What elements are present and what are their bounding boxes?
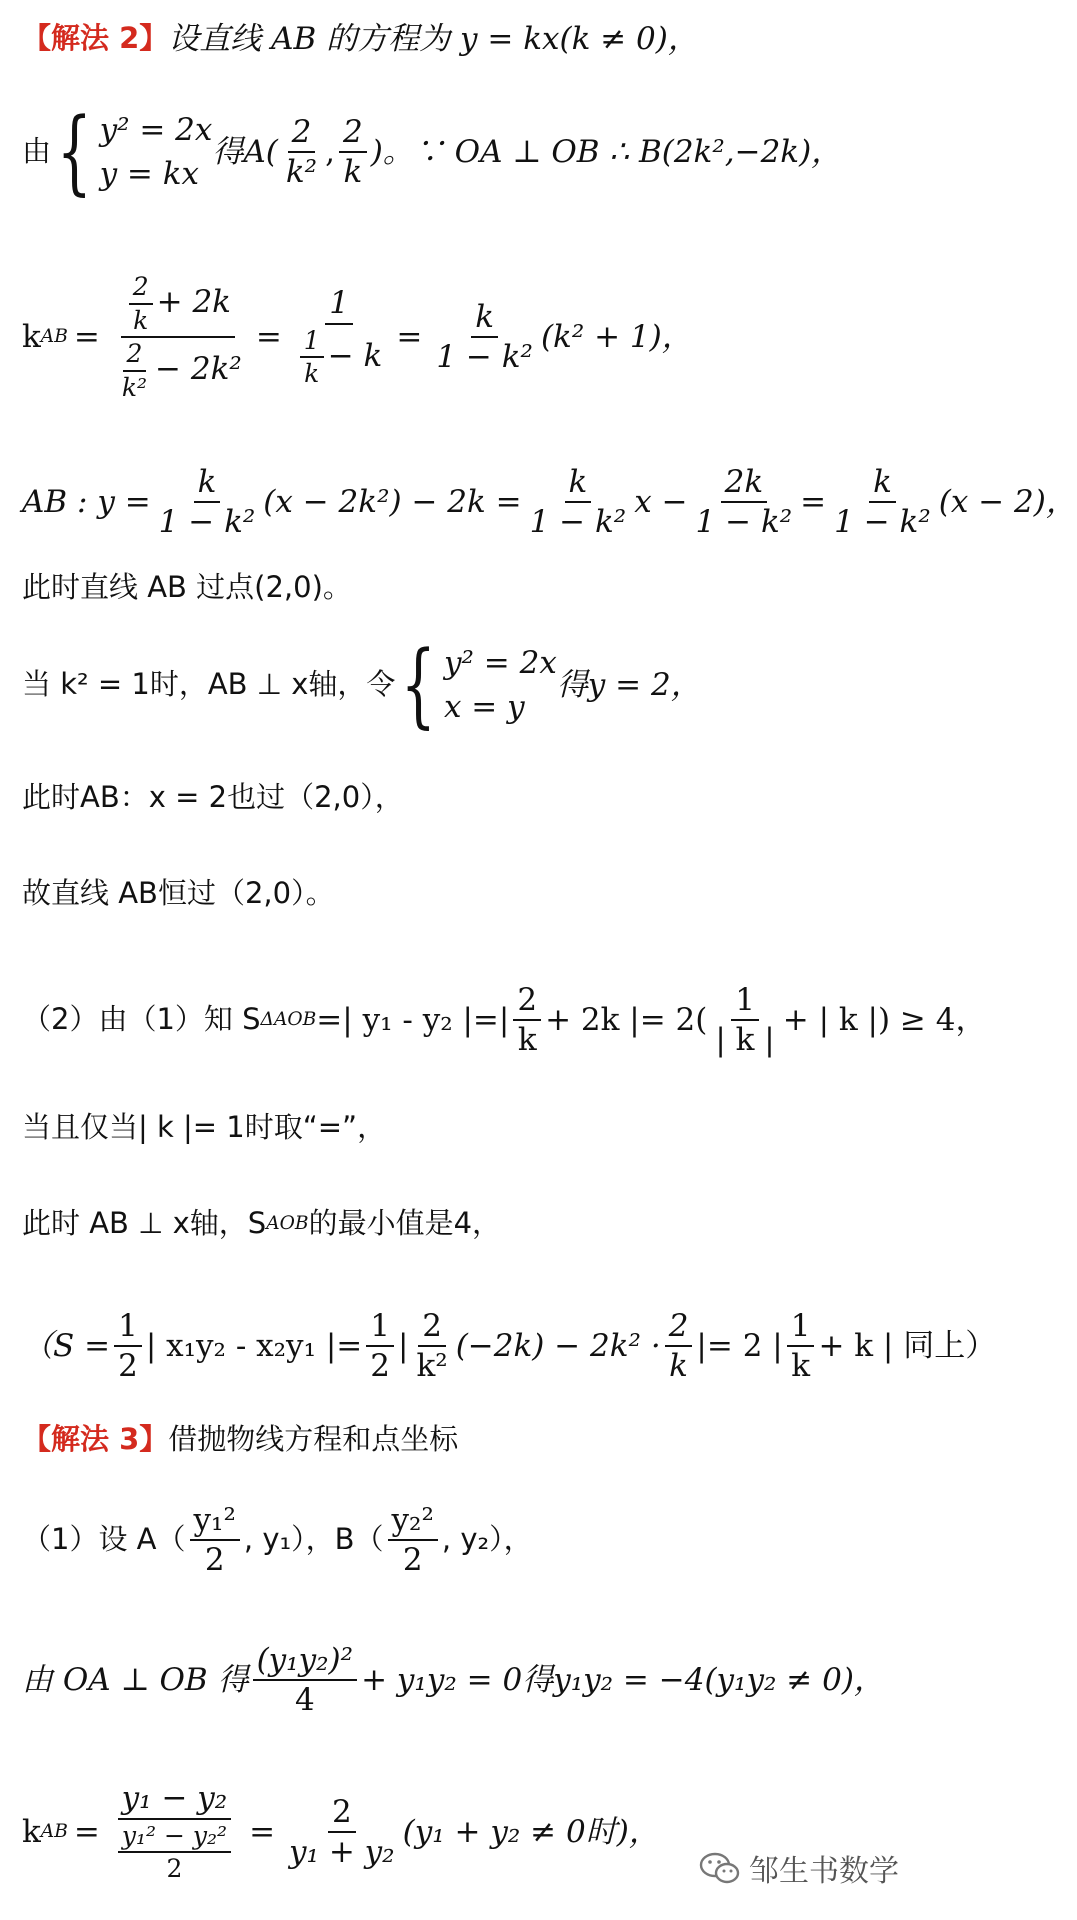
fraction (787, 1309, 815, 1383)
fraction-denominator: k (133, 305, 149, 335)
s-prefix: （S = (22, 1327, 111, 1364)
fraction (830, 465, 935, 539)
k2-prefix: 当 k² = 1时，AB ⊥ x轴，令 (22, 667, 396, 702)
fraction-numerator: 1 (300, 327, 324, 359)
fraction-numerator: y₁² (190, 1503, 240, 1541)
fraction (253, 1643, 358, 1717)
solve-prefix: 由 (22, 134, 52, 169)
fraction-denominator: 2 (402, 1542, 423, 1578)
inner-fraction (118, 340, 151, 401)
inner-fraction (300, 327, 324, 388)
watermark (699, 1846, 899, 1890)
fraction (526, 465, 631, 539)
pass-point-line: 此时直线 AB 过点(2,0)。 (22, 570, 352, 604)
m3-oa-tail: + y₁y₂ = 0得y₁y₂ = −4(y₁y₂ ≠ 0)， (361, 1661, 885, 1698)
method3-label: 【解法 3】 (22, 1422, 169, 1456)
left-brace: { (56, 98, 92, 205)
kab-tail: (k² + 1)， (540, 318, 693, 355)
min-suffix: 的最小值是4， (308, 1206, 502, 1240)
min-area-line (22, 1208, 917, 1240)
fraction-numerator: 2 (513, 983, 541, 1021)
m3-p1c: , y₂）， (441, 1522, 533, 1557)
kab-label: k (22, 318, 41, 355)
fraction-denominator (110, 1820, 239, 1883)
fraction-denominator: | k | (715, 1022, 775, 1058)
fraction-denominator: y₁ + y₂ (289, 1834, 395, 1870)
fraction-numerator: 1 (114, 1309, 142, 1347)
ab-mid2: x − (634, 483, 688, 520)
fraction-numerator: k (471, 300, 498, 338)
compound-fraction (110, 1781, 239, 1882)
k2-suffix: 得y = 2， (556, 666, 702, 703)
equals: = (73, 1813, 100, 1850)
fraction (114, 1309, 142, 1383)
also-pass-line: 此时AB：x = 2也过（2,0）， (22, 780, 404, 814)
system-eq2: x = y (443, 689, 525, 725)
fraction-numerator: y₂² (388, 1503, 438, 1541)
solve-system-line (22, 92, 917, 212)
comma: , (325, 133, 335, 170)
s-mid1: | x₁y₂ - x₂y₁ |= (145, 1327, 363, 1364)
m3-p1a: （1）设 A（ (22, 1522, 186, 1557)
compound-fraction (110, 273, 246, 401)
equals: = (255, 318, 282, 355)
watermark-text: 邹生书数学 (749, 1854, 899, 1889)
m3-oa-prefix: 由 OA ⊥ OB 得 (22, 1661, 249, 1698)
fraction-denominator (110, 338, 246, 401)
s-mid2: | (398, 1327, 409, 1364)
fraction-numerator: k (194, 465, 221, 503)
kab-subscript: AB (40, 1820, 68, 1842)
fraction-denominator: k² (416, 1348, 448, 1384)
ab-mid1: (x − 2k²) − 2k = (263, 483, 522, 520)
system-eq1: y² = 2x (443, 644, 557, 681)
fraction (366, 1309, 394, 1383)
fraction (285, 1795, 399, 1869)
part2-line (22, 970, 987, 1070)
fraction-denominator: 2 (370, 1348, 391, 1384)
fraction (412, 1309, 451, 1383)
fraction (711, 983, 778, 1057)
ab-mid3: = (800, 483, 827, 520)
fraction-denominator: k (669, 1348, 688, 1384)
wechat-icon (699, 1851, 741, 1885)
area-subscript: ΔAOB (260, 1008, 317, 1030)
fraction-numerator: 2 (328, 1795, 356, 1833)
k2-case-line (22, 630, 917, 740)
system-eq2: y = kx (99, 156, 200, 192)
s-mid3: (−2k) − 2k² · (455, 1327, 661, 1364)
fraction-denominator: 1 − k² (695, 504, 793, 540)
fraction-numerator: 1 (787, 1309, 815, 1347)
min-prefix: 此时 AB ⊥ x轴，S (22, 1206, 267, 1240)
fraction-denominator: k² (285, 154, 318, 190)
fraction-numerator: 2 (339, 115, 367, 153)
fraction (513, 983, 541, 1057)
fraction-denominator: 1 − k² (436, 339, 533, 375)
method3-intro: 借抛物线方程和点坐标 (168, 1422, 459, 1456)
equation-system (444, 646, 557, 724)
ab-tail: (x − 2)， (938, 483, 1077, 520)
ab-prefix: AB : y = (22, 483, 151, 520)
fraction-numerator: 2 (129, 273, 153, 305)
fraction-numerator: y₁ − y₂ (118, 1781, 232, 1819)
fraction-numerator: 2k (721, 465, 768, 503)
term: − 2k² (155, 351, 242, 387)
part2-mid2: + 2k |= 2( (545, 1001, 708, 1038)
s-tail: + k | 同上） (818, 1327, 997, 1364)
fraction-numerator: k (869, 465, 896, 503)
fraction-numerator: 1 (325, 286, 353, 324)
fraction (692, 465, 797, 539)
kab-subscript: AB (40, 325, 68, 347)
always-pass-line: 故直线 AB恒过（2,0）。 (22, 876, 335, 910)
fraction-denominator: k (791, 1348, 810, 1384)
fraction-denominator: k (304, 359, 320, 389)
fraction-denominator: k (343, 154, 363, 190)
part2-tail: + | k |) ≥ 4， (782, 1001, 987, 1038)
fraction-denominator: 4 (294, 1682, 315, 1718)
method3-heading (22, 1424, 917, 1456)
inner-fraction (129, 273, 153, 334)
fraction-numerator: (y₁y₂)² (253, 1643, 358, 1681)
left-brace: { (401, 631, 437, 738)
fraction-denominator: 2 (204, 1542, 225, 1578)
fraction-numerator: 2 (418, 1309, 446, 1347)
fraction-numerator: 1 (366, 1309, 394, 1347)
fraction-numerator: 2 (288, 115, 316, 153)
fraction-denominator: 1 − k² (529, 504, 627, 540)
area-subscript: AOB (266, 1212, 309, 1234)
inner-fraction (118, 1822, 231, 1883)
fraction (665, 1309, 693, 1383)
fraction-denominator: 2 (166, 1854, 183, 1884)
fraction-numerator: 1 (731, 983, 759, 1021)
fraction-denominator: 1 − k² (834, 504, 931, 540)
equals: = (249, 1813, 276, 1850)
fraction-denominator: 1 − k² (158, 504, 256, 540)
fraction-denominator: k (517, 1022, 537, 1058)
solve-result-b: )。∵ OA ⊥ OB ∴ B(2k²,−2k)， (370, 133, 843, 170)
equation-system (100, 113, 213, 191)
method3-points-line (22, 1490, 917, 1590)
equality-line: 当且仅当| k |= 1时取“=”， (22, 1110, 387, 1144)
kab-label: k (22, 1813, 41, 1850)
fraction-numerator: k (565, 465, 592, 503)
s-mid4: |= 2 | (696, 1327, 783, 1364)
fraction-numerator: 2 (123, 340, 147, 372)
method3-perp-line (22, 1630, 917, 1730)
fraction-denominator (292, 325, 387, 388)
compound-fraction (292, 286, 387, 387)
fraction (388, 1503, 438, 1577)
fraction-numerator: 2 (665, 1309, 693, 1347)
fraction (282, 115, 321, 189)
fraction (339, 115, 367, 189)
m3-kab-tail: (y₁ + y₂ ≠ 0时)， (402, 1813, 660, 1850)
term: + 2k (156, 284, 231, 320)
method2-intro: 设直线 AB 的方程为 y = kx(k ≠ 0)， (168, 21, 699, 57)
method2-label: 【解法 2】 (22, 21, 169, 56)
term: − k (327, 337, 383, 374)
ab-equation-line (22, 452, 1077, 552)
part2-prefix: （2）由（1）知 S (22, 1002, 261, 1037)
equals: = (396, 318, 423, 355)
area-calc-line (22, 1296, 997, 1396)
solve-result-a: 得A( (212, 133, 278, 170)
fraction (190, 1503, 240, 1577)
part2-mid: =| y₁ - y₂ |=| (316, 1001, 510, 1038)
fraction (432, 300, 537, 374)
fraction-numerator (121, 273, 235, 338)
method2-heading (22, 22, 917, 56)
system-eq1: y² = 2x (99, 111, 213, 148)
fraction (155, 465, 260, 539)
kab-line (22, 262, 917, 412)
fraction-numerator: y₁² − y₂² (118, 1822, 231, 1854)
fraction-denominator: 2 (118, 1348, 138, 1384)
fraction-denominator: k² (121, 372, 148, 402)
equals: = (73, 318, 100, 355)
m3-p1b: , y₁），B（ (243, 1522, 384, 1557)
